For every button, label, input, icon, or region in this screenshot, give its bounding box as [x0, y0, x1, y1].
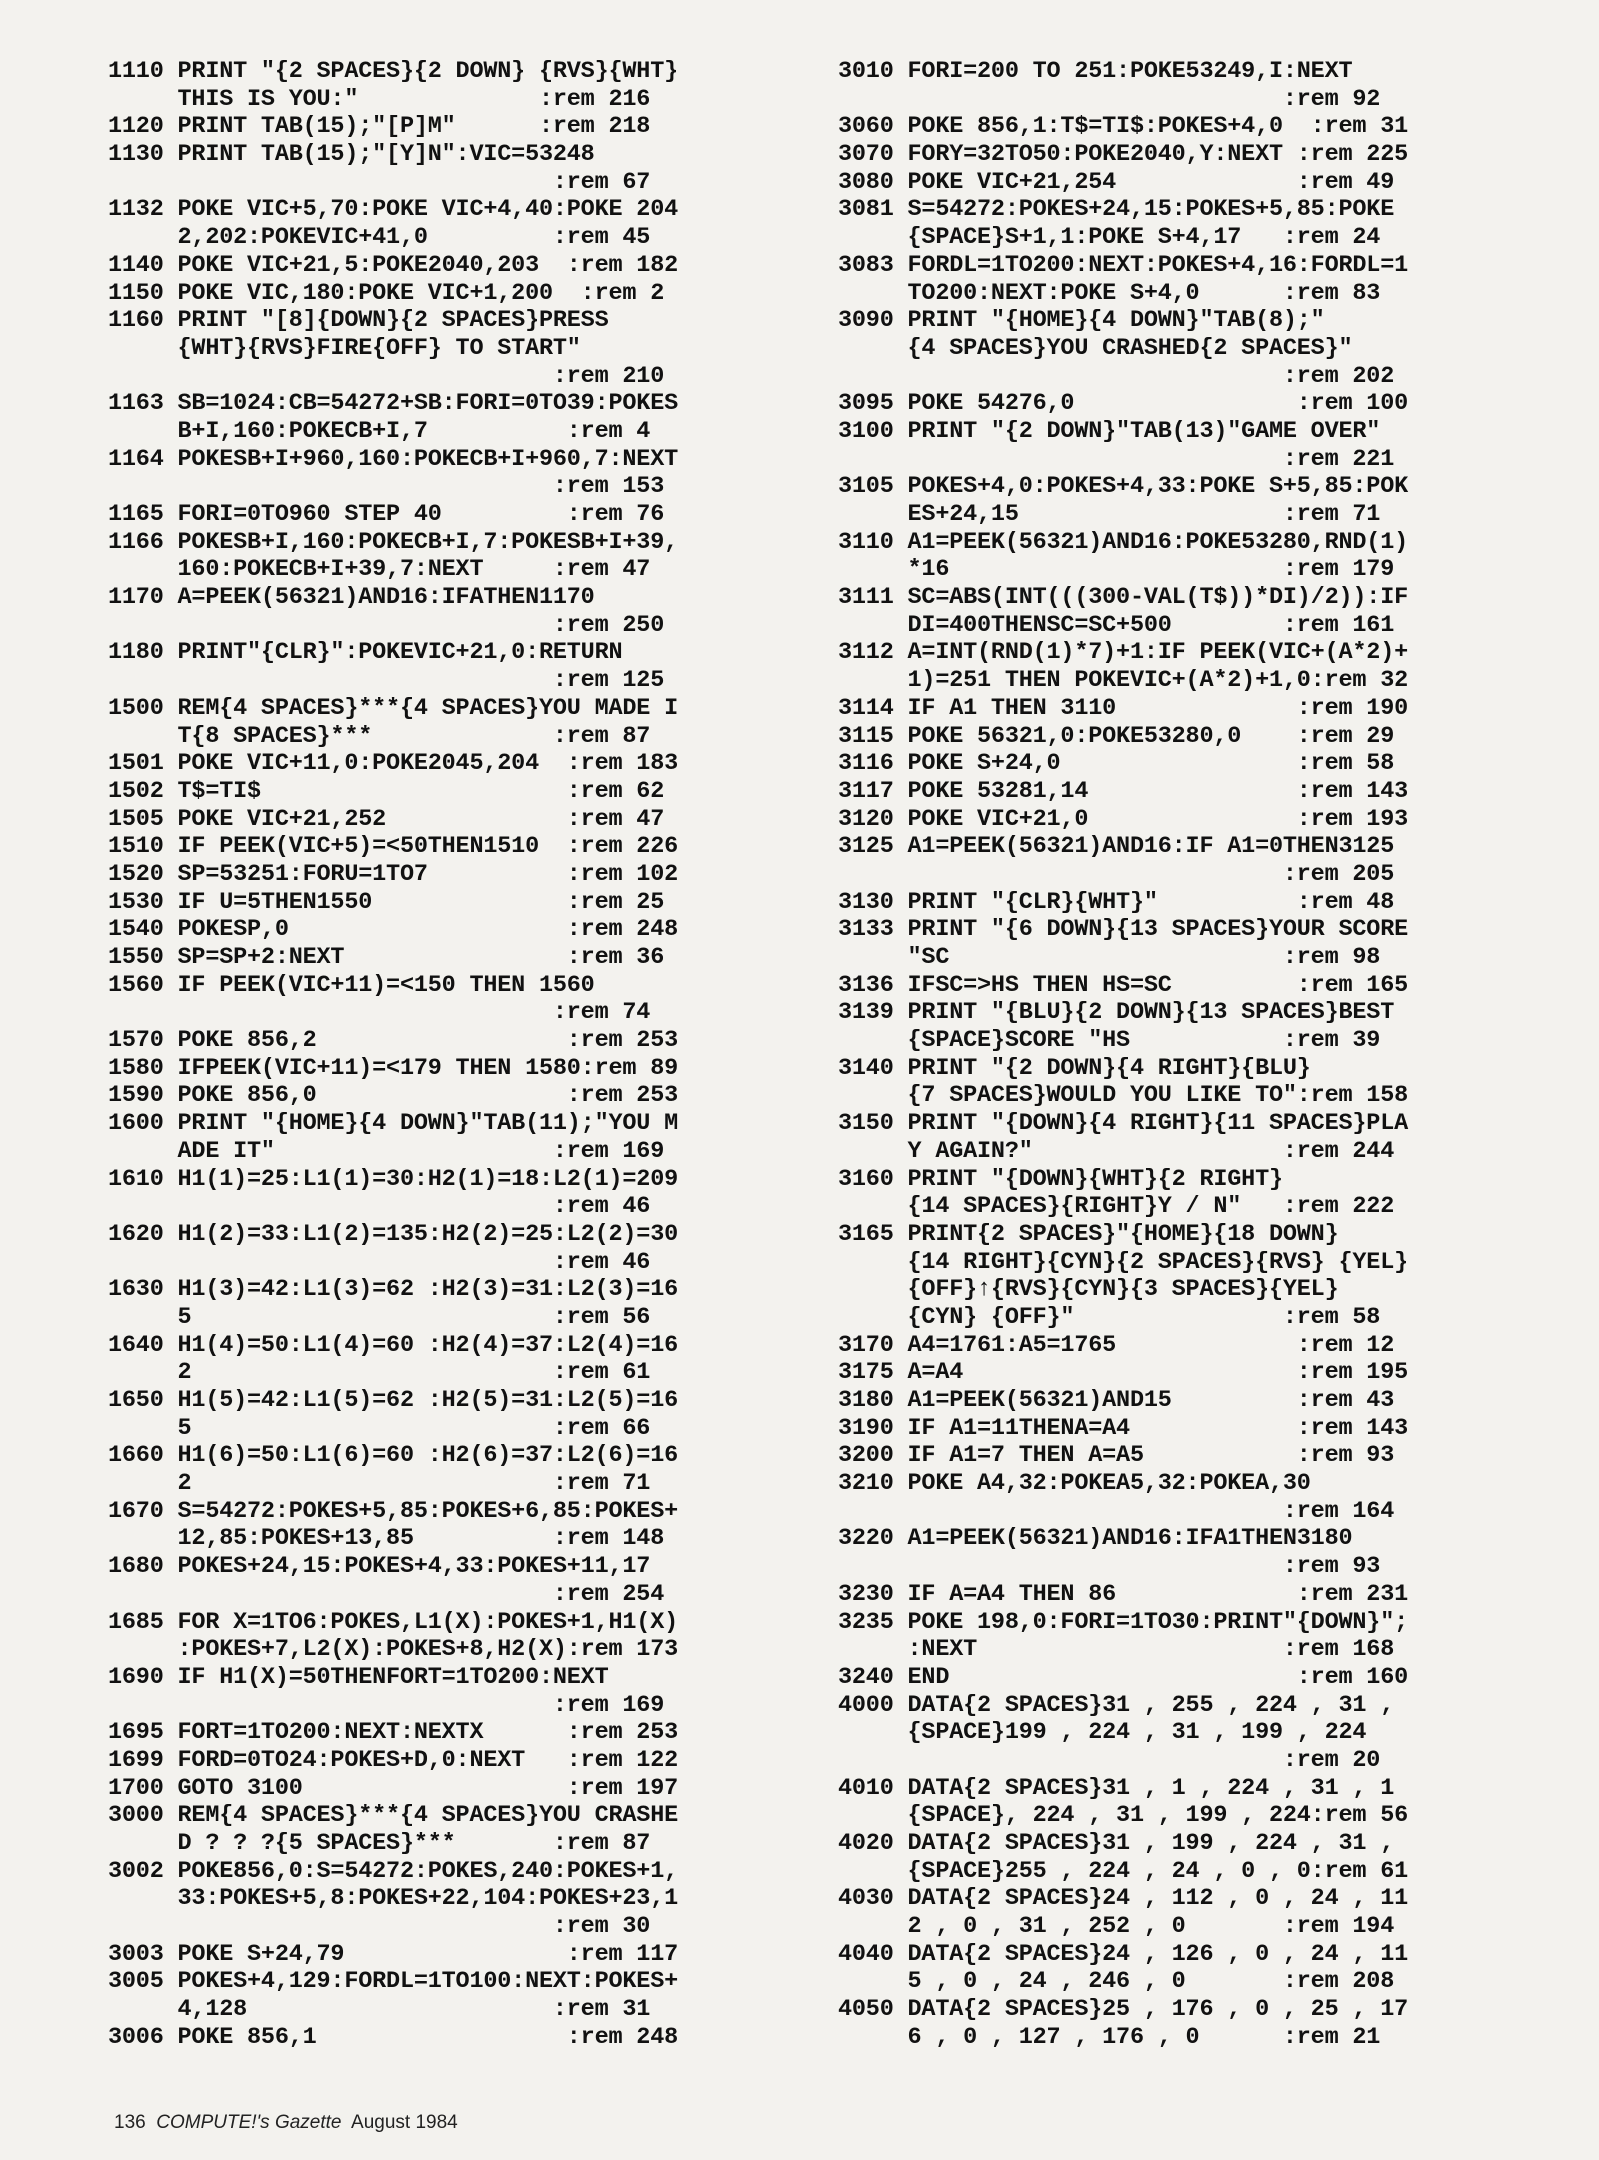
- code-line: :rem 74: [108, 999, 651, 1027]
- code-line: 3220 A1=PEEK(56321)AND16:IFA1THEN3180: [838, 1525, 1353, 1553]
- code-line: {SPACE}SCORE "HS :rem 39: [838, 1027, 1381, 1055]
- code-line: 3112 A=INT(RND(1)*7)+1:IF PEEK(VIC+(A*2)+: [838, 639, 1408, 667]
- code-line: :rem 46: [108, 1193, 651, 1221]
- code-line: 1110 PRINT "{2 SPACES}{2 DOWN} {RVS}{WHT}: [108, 58, 678, 85]
- code-line: 4030 DATA{2 SPACES}24 , 112 , 0 , 24 , 11: [838, 1885, 1408, 1913]
- code-line: 1150 POKE VIC,180:POKE VIC+1,200 :rem 2: [108, 279, 665, 307]
- code-line: {WHT}{RVS}FIRE{OFF} TO START": [108, 334, 581, 362]
- code-line: {SPACE}199 , 224 , 31 , 199 , 224: [838, 1719, 1367, 1747]
- code-line: 3005 POKES+4,129:FORDL=1TO100:NEXT:POKES+: [108, 1968, 678, 1996]
- code-line: 1550 SP=SP+2:NEXT :rem 36: [108, 944, 665, 971]
- code-line: 3010 FORI=200 TO 251:POKE53249,I:NEXT: [838, 58, 1353, 85]
- code-line: 3130 PRINT "{CLR}{WHT}" :rem 48: [838, 888, 1395, 916]
- code-line: 1610 H1(1)=25:L1(1)=30:H2(1)=18:L2(1)=209: [108, 1165, 678, 1193]
- code-line: 3160 PRINT "{DOWN}{WHT}{2 RIGHT}: [838, 1165, 1283, 1193]
- code-line: 1600 PRINT "{HOME}{4 DOWN}"TAB(11);"YOU M: [108, 1110, 678, 1138]
- code-line: :rem 169: [108, 1691, 665, 1719]
- code-line: 1690 IF H1(X)=50THENFORT=1TO200:NEXT: [108, 1663, 609, 1691]
- code-line: 5 :rem 56: [108, 1303, 651, 1331]
- code-line: 3114 IF A1 THEN 3110 :rem 190: [838, 694, 1408, 722]
- code-line: 1165 FORI=0TO960 STEP 40 :rem 76: [108, 501, 665, 528]
- code-line: {CYN} {OFF}" :rem 58: [838, 1303, 1381, 1331]
- code-line: 1580 IFPEEK(VIC+11)=<179 THEN 1580:rem 89: [108, 1054, 678, 1082]
- code-line: :rem 254: [108, 1580, 665, 1608]
- code-line: 5 :rem 66: [108, 1414, 651, 1442]
- code-line: 1163 SB=1024:CB=54272+SB:FORI=0TO39:POKES: [108, 390, 678, 418]
- code-line: B+I,160:POKECB+I,7 :rem 4: [108, 417, 651, 445]
- code-line: 1166 POKESB+I,160:POKECB+I,7:POKESB+I+39,: [108, 528, 678, 556]
- code-line: :rem 67: [108, 168, 651, 196]
- code-line: ES+24,15 :rem 71: [838, 501, 1381, 528]
- code-line: :rem 210: [108, 362, 665, 390]
- code-line: 3120 POKE VIC+21,0 :rem 193: [838, 805, 1408, 833]
- code-line: 4020 DATA{2 SPACES}31 , 199 , 224 , 31 ,: [838, 1830, 1395, 1857]
- code-line: :rem 164: [838, 1497, 1395, 1525]
- code-line: 1130 PRINT TAB(15);"[Y]N":VIC=53248: [108, 141, 595, 169]
- code-line: DI=400THENSC=SC+500 :rem 161: [838, 611, 1395, 639]
- code-line: 3190 IF A1=11THENA=A4 :rem 143: [838, 1414, 1408, 1442]
- code-line: 1501 POKE VIC+11,0:POKE2045,204 :rem 183: [108, 750, 678, 778]
- code-line: :rem 125: [108, 667, 665, 695]
- code-line: Y AGAIN?" :rem 244: [838, 1137, 1395, 1165]
- code-line: 3000 REM{4 SPACES}***{4 SPACES}YOU CRASHE: [108, 1802, 678, 1830]
- page-number: 136: [114, 2112, 146, 2133]
- page-footer: [114, 2112, 458, 2134]
- code-line: 1695 FORT=1TO200:NEXT:NEXTX :rem 253: [108, 1719, 678, 1747]
- code-line: 12,85:POKES+13,85 :rem 148: [108, 1525, 665, 1553]
- issue-date: August 1984: [351, 2112, 458, 2133]
- code-line: 1540 POKESP,0 :rem 248: [108, 916, 678, 944]
- code-line: 3070 FORY=32TO50:POKE2040,Y:NEXT :rem 225: [838, 141, 1408, 169]
- code-line: 1620 H1(2)=33:L1(2)=135:H2(2)=25:L2(2)=30: [108, 1220, 678, 1248]
- code-line: 1140 POKE VIC+21,5:POKE2040,203 :rem 182: [108, 251, 678, 279]
- code-line: 2 , 0 , 31 , 252 , 0 :rem 194: [838, 1913, 1395, 1941]
- code-line: 1590 POKE 856,0 :rem 253: [108, 1082, 678, 1110]
- code-line: 1180 PRINT"{CLR}":POKEVIC+21,0:RETURN: [108, 639, 623, 667]
- code-line: 3200 IF A1=7 THEN A=A5 :rem 93: [838, 1442, 1395, 1470]
- code-line: 2 :rem 71: [108, 1470, 651, 1498]
- code-line: 3117 POKE 53281,14 :rem 143: [838, 777, 1408, 805]
- code-line: 1685 FOR X=1TO6:POKES,L1(X):POKES+1,H1(X): [108, 1608, 678, 1636]
- listing-left-column: [108, 58, 798, 2052]
- code-line: 5 , 0 , 24 , 246 , 0 :rem 208: [838, 1968, 1395, 1996]
- code-line: 1560 IF PEEK(VIC+11)=<150 THEN 1560: [108, 971, 595, 999]
- code-line: 2 :rem 61: [108, 1359, 651, 1387]
- code-line: 1505 POKE VIC+21,252 :rem 47: [108, 805, 665, 833]
- code-line: 1630 H1(3)=42:L1(3)=62 :H2(3)=31:L2(3)=16: [108, 1276, 678, 1304]
- code-line: 3083 FORDL=1TO200:NEXT:POKES+4,16:FORDL=1: [838, 251, 1408, 279]
- code-line: :rem 92: [838, 85, 1381, 113]
- code-line: 3100 PRINT "{2 DOWN}"TAB(13)"GAME OVER": [838, 417, 1381, 445]
- code-line: ADE IT" :rem 169: [108, 1137, 665, 1165]
- code-line: 1650 H1(5)=42:L1(5)=62 :H2(5)=31:L2(5)=16: [108, 1387, 678, 1414]
- code-line: D ? ? ?{5 SPACES}*** :rem 87: [108, 1830, 651, 1857]
- code-line: {14 RIGHT}{CYN}{2 SPACES}{RVS} {YEL}: [838, 1248, 1408, 1276]
- magazine-title: COMPUTE!'s Gazette: [156, 2112, 342, 2133]
- code-line: 3090 PRINT "{HOME}{4 DOWN}"TAB(8);": [838, 307, 1325, 335]
- code-line: 4010 DATA{2 SPACES}31 , 1 , 224 , 31 , 1: [838, 1774, 1395, 1802]
- code-line: 3180 A1=PEEK(56321)AND15 :rem 43: [838, 1387, 1395, 1414]
- code-line: :rem 20: [838, 1746, 1381, 1774]
- code-line: 1660 H1(6)=50:L1(6)=60 :H2(6)=37:L2(6)=16: [108, 1442, 678, 1470]
- code-line: 1520 SP=53251:FORU=1TO7 :rem 102: [108, 860, 678, 888]
- code-line: 33:POKES+5,8:POKES+22,104:POKES+23,1: [108, 1885, 678, 1913]
- code-line: 2,202:POKEVIC+41,0 :rem 45: [108, 224, 651, 252]
- code-line: {14 SPACES}{RIGHT}Y / N" :rem 222: [838, 1193, 1395, 1221]
- code-line: TO200:NEXT:POKE S+4,0 :rem 83: [838, 279, 1381, 307]
- code-line: :rem 205: [838, 860, 1395, 888]
- code-line: {SPACE}255 , 224 , 24 , 0 , 0:rem 61: [838, 1857, 1408, 1885]
- code-line: 4000 DATA{2 SPACES}31 , 255 , 224 , 31 ,: [838, 1691, 1395, 1719]
- code-line: 1164 POKESB+I+960,160:POKECB+I+960,7:NEXT: [108, 445, 678, 473]
- code-line: 3095 POKE 54276,0 :rem 100: [838, 390, 1408, 418]
- code-line: :rem 46: [108, 1248, 651, 1276]
- code-line: 1700 GOTO 3100 :rem 197: [108, 1774, 678, 1802]
- code-line: 1502 T$=TI$ :rem 62: [108, 777, 665, 805]
- code-line: 4050 DATA{2 SPACES}25 , 176 , 0 , 25 , 17: [838, 1996, 1408, 2024]
- code-line: 1699 FORD=0TO24:POKES+D,0:NEXT :rem 122: [108, 1746, 678, 1774]
- code-line: 3240 END :rem 160: [838, 1663, 1408, 1691]
- code-line: 1530 IF U=5THEN1550 :rem 25: [108, 888, 665, 916]
- code-line: {4 SPACES}YOU CRASHED{2 SPACES}": [838, 334, 1353, 362]
- code-line: 1680 POKES+24,15:POKES+4,33:POKES+11,17: [108, 1553, 651, 1581]
- code-line: 3210 POKE A4,32:POKEA5,32:POKEA,30: [838, 1470, 1311, 1498]
- code-line: 3139 PRINT "{BLU}{2 DOWN}{13 SPACES}BEST: [838, 999, 1395, 1027]
- code-line: 3116 POKE S+24,0 :rem 58: [838, 750, 1395, 778]
- code-line: 3105 POKES+4,0:POKES+4,33:POKE S+5,85:POK: [838, 473, 1408, 501]
- code-line: {SPACE}, 224 , 31 , 199 , 224:rem 56: [838, 1802, 1408, 1830]
- code-line: :rem 30: [108, 1913, 651, 1941]
- code-line: {OFF}↑{RVS}{CYN}{3 SPACES}{YEL}: [838, 1276, 1339, 1304]
- code-line: 3235 POKE 198,0:FORI=1TO30:PRINT"{DOWN}";: [838, 1608, 1408, 1636]
- code-line: 1570 POKE 856,2 :rem 253: [108, 1027, 678, 1055]
- code-line: 1)=251 THEN POKEVIC+(A*2)+1,0:rem 32: [838, 667, 1408, 695]
- code-line: 3136 IFSC=>HS THEN HS=SC :rem 165: [838, 971, 1408, 999]
- code-line: 3003 POKE S+24,79 :rem 117: [108, 1940, 678, 1968]
- code-line: :NEXT :rem 168: [838, 1636, 1395, 1664]
- code-line: 4,128 :rem 31: [108, 1996, 651, 2024]
- code-line: 3125 A1=PEEK(56321)AND16:IF A1=0THEN3125: [838, 833, 1395, 861]
- code-line: 3111 SC=ABS(INT(((300-VAL(T$))*DI)/2)):IF: [838, 584, 1408, 612]
- listing-right-column: [838, 58, 1518, 2052]
- code-line: 3110 A1=PEEK(56321)AND16:POKE53280,RND(1): [838, 528, 1408, 556]
- code-line: 1500 REM{4 SPACES}***{4 SPACES}YOU MADE I: [108, 694, 678, 722]
- code-line: 1120 PRINT TAB(15);"[P]M" :rem 218: [108, 113, 651, 141]
- code-line: 6 , 0 , 127 , 176 , 0 :rem 21: [838, 2023, 1381, 2051]
- code-line: :rem 221: [838, 445, 1395, 473]
- code-line: 1170 A=PEEK(56321)AND16:IFATHEN1170: [108, 584, 595, 612]
- code-line: *16 :rem 179: [838, 556, 1395, 584]
- code-line: 1640 H1(4)=50:L1(4)=60 :H2(4)=37:L2(4)=16: [108, 1331, 678, 1359]
- code-line: 3080 POKE VIC+21,254 :rem 49: [838, 168, 1395, 196]
- code-line: :rem 250: [108, 611, 665, 639]
- code-line: {7 SPACES}WOULD YOU LIKE TO":rem 158: [838, 1082, 1408, 1110]
- code-line: 3165 PRINT{2 SPACES}"{HOME}{18 DOWN}: [838, 1220, 1339, 1248]
- code-line: 4040 DATA{2 SPACES}24 , 126 , 0 , 24 , 11: [838, 1940, 1408, 1968]
- code-line: 3230 IF A=A4 THEN 86 :rem 231: [838, 1580, 1408, 1608]
- code-line: 1132 POKE VIC+5,70:POKE VIC+4,40:POKE 204: [108, 196, 678, 224]
- code-line: 3081 S=54272:POKES+24,15:POKES+5,85:POKE: [838, 196, 1395, 224]
- code-line: :rem 202: [838, 362, 1395, 390]
- code-line: 3115 POKE 56321,0:POKE53280,0 :rem 29: [838, 722, 1395, 750]
- code-line: :rem 153: [108, 473, 665, 501]
- code-line: "SC :rem 98: [838, 944, 1381, 971]
- code-line: 3060 POKE 856,1:T$=TI$:POKES+4,0 :rem 31: [838, 113, 1408, 141]
- code-line: 1510 IF PEEK(VIC+5)=<50THEN1510 :rem 226: [108, 833, 678, 861]
- code-line: 3140 PRINT "{2 DOWN}{4 RIGHT}{BLU}: [838, 1054, 1311, 1082]
- code-line: 160:POKECB+I+39,7:NEXT :rem 47: [108, 556, 651, 584]
- code-line: {SPACE}S+1,1:POKE S+4,17 :rem 24: [838, 224, 1381, 252]
- code-line: 3002 POKE856,0:S=54272:POKES,240:POKES+1,: [108, 1857, 678, 1885]
- code-line: :POKES+7,L2(X):POKES+8,H2(X):rem 173: [108, 1636, 678, 1664]
- code-line: T{8 SPACES}*** :rem 87: [108, 722, 651, 750]
- code-line: 1670 S=54272:POKES+5,85:POKES+6,85:POKES+: [108, 1497, 678, 1525]
- code-line: 3006 POKE 856,1 :rem 248: [108, 2023, 678, 2051]
- code-line: 3170 A4=1761:A5=1765 :rem 12: [838, 1331, 1395, 1359]
- code-line: :rem 93: [838, 1553, 1381, 1581]
- code-line: 3175 A=A4 :rem 195: [838, 1359, 1408, 1387]
- code-line: 3150 PRINT "{DOWN}{4 RIGHT}{11 SPACES}PLA: [838, 1110, 1408, 1138]
- code-line: 3133 PRINT "{6 DOWN}{13 SPACES}YOUR SCORE: [838, 916, 1408, 944]
- code-line: 1160 PRINT "[8]{DOWN}{2 SPACES}PRESS: [108, 307, 609, 335]
- code-line: THIS IS YOU:" :rem 216: [108, 85, 651, 113]
